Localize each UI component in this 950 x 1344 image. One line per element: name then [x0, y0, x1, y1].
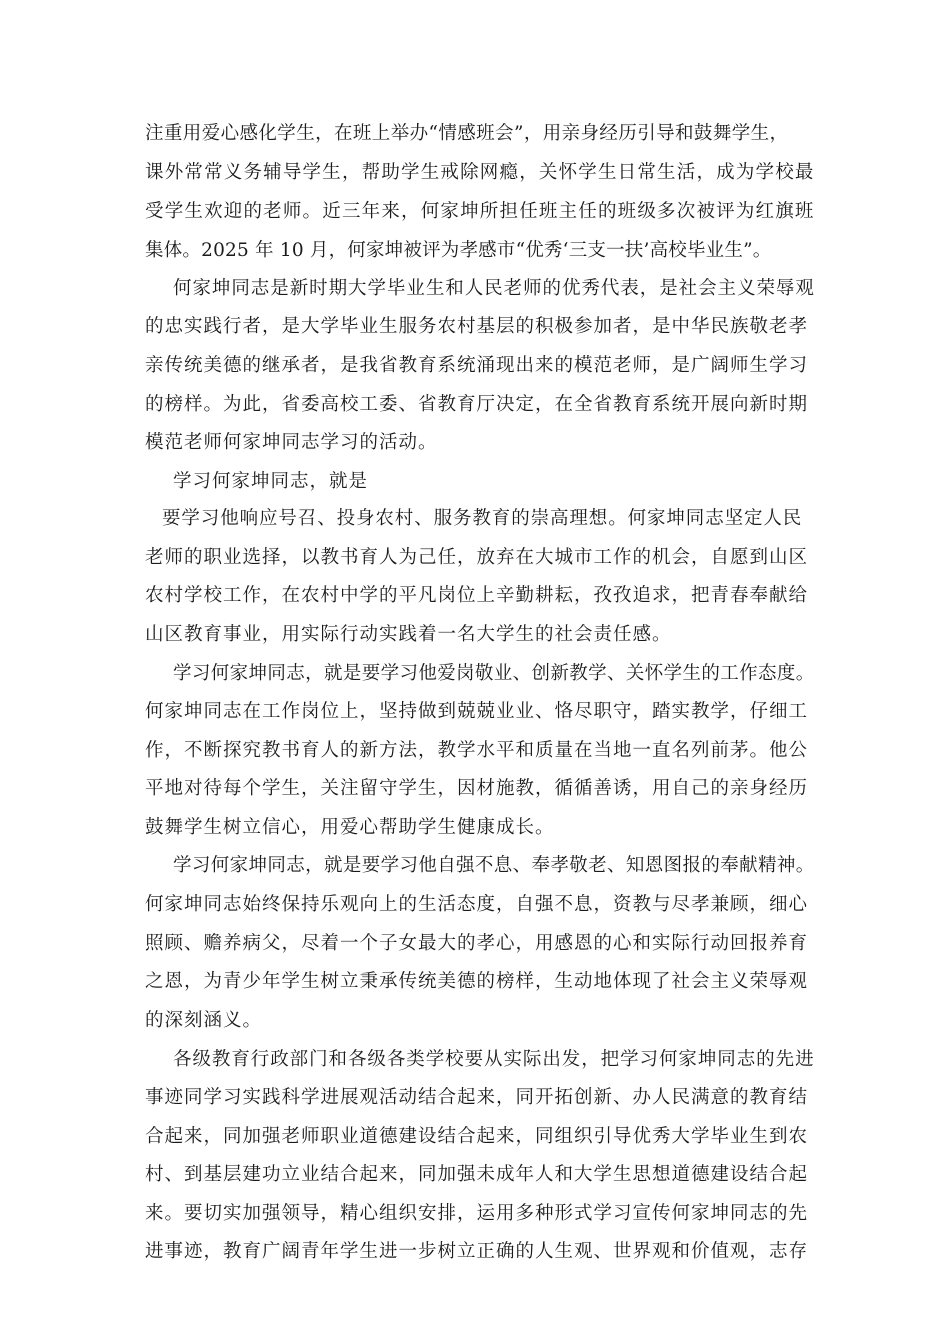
text-line: 合起来，同加强老师职业道德建设结合起来，同组织引导优秀大学毕业生到农: [145, 1126, 809, 1147]
text-line: 的忠实践行者，是大学毕业生服务农村基层的积极参加者，是中华民族敬老孝: [145, 316, 809, 337]
text-line: 集体。2025 年 10 月，何家坤被评为孝感市“优秀‘三支一扶’高校毕业生”。: [145, 240, 772, 261]
text-line: 要学习他响应号召、投身农村、服务教育的崇高理想。何家坤同志坚定人民: [162, 508, 803, 529]
text-line: 鼓舞学生树立信心，用爱心帮助学生健康成长。: [145, 817, 555, 838]
text-line: 作，不断探究教书育人的新方法，教学水平和质量在当地一直名列前茅。他公: [145, 740, 809, 761]
text-line: 学习何家坤同志，就是要学习他自强不息、奉孝敬老、知恩图报的奉献精神。: [173, 855, 815, 876]
text-line: 平地对待每个学生，关注留守学生，因材施教，循循善诱，用自己的亲身经历: [145, 778, 809, 799]
text-line: 学习何家坤同志，就是: [173, 471, 369, 492]
text-line: 村、到基层建功立业结合起来，同加强未成年人和大学生思想道德建设结合起: [145, 1164, 809, 1185]
text-line: 学习何家坤同志，就是要学习他爱岗敬业、创新教学、关怀学生的工作态度。: [173, 663, 815, 684]
text-line: 课外常常义务辅导学生，帮助学生戒除网瘾，关怀学生日常生活，成为学校最: [145, 162, 815, 183]
text-line: 注重用爱心感化学生，在班上举办“情感班会”，用亲身经历引导和鼓舞学生，: [145, 123, 789, 144]
text-line: 照顾、赡养病父，尽着一个子女最大的孝心，用感恩的心和实际行动回报养育: [145, 933, 809, 954]
text-line: 的榜样。为此，省委高校工委、省教育厅决定，在全省教育系统开展向新时期: [145, 394, 809, 415]
text-line: 来。要切实加强领导，精心组织安排，运用多种形式学习宣传何家坤同志的先: [145, 1203, 809, 1224]
text-line: 山区教育事业，用实际行动实践着一名大学生的社会责任感。: [145, 624, 672, 645]
text-line: 之恩，为青少年学生树立秉承传统美德的榜样，生动地体现了社会主义荣辱观: [145, 971, 809, 992]
text-line: 各级教育行政部门和各级各类学校要从实际出发，把学习何家坤同志的先进: [173, 1049, 815, 1070]
text-line: 何家坤同志是新时期大学毕业生和人民老师的优秀代表，是社会主义荣辱观: [173, 278, 815, 299]
text-line: 何家坤同志在工作岗位上，坚持做到兢兢业业、恪尽职守，踏实教学，仔细工: [145, 701, 809, 722]
text-line: 的深刻涵义。: [145, 1010, 263, 1031]
text-line: 亲传统美德的继承者，是我省教育系统涌现出来的模范老师，是广阔师生学习: [145, 355, 809, 376]
text-line: 受学生欢迎的老师。近三年来，何家坤所担任班主任的班级多次被评为红旗班: [145, 201, 815, 222]
text-line: 何家坤同志始终保持乐观向上的生活态度，自强不息，资教与尽孝兼顾，细心: [145, 894, 809, 915]
text-line: 模范老师何家坤同志学习的活动。: [145, 432, 438, 453]
text-line: 进事迹，教育广阔青年学生进一步树立正确的人生观、世界观和价值观，志存: [145, 1241, 809, 1262]
text-line: 老师的职业选择，以教书育人为己任，放弃在大城市工作的机会，自愿到山区: [145, 547, 809, 568]
text-line: 事迹同学习实践科学进展观活动结合起来，同开拓创新、办人民满意的教育结: [145, 1087, 809, 1108]
text-line: 农村学校工作，在农村中学的平凡岗位上辛勤耕耘，孜孜追求，把青春奉献给: [145, 585, 809, 606]
